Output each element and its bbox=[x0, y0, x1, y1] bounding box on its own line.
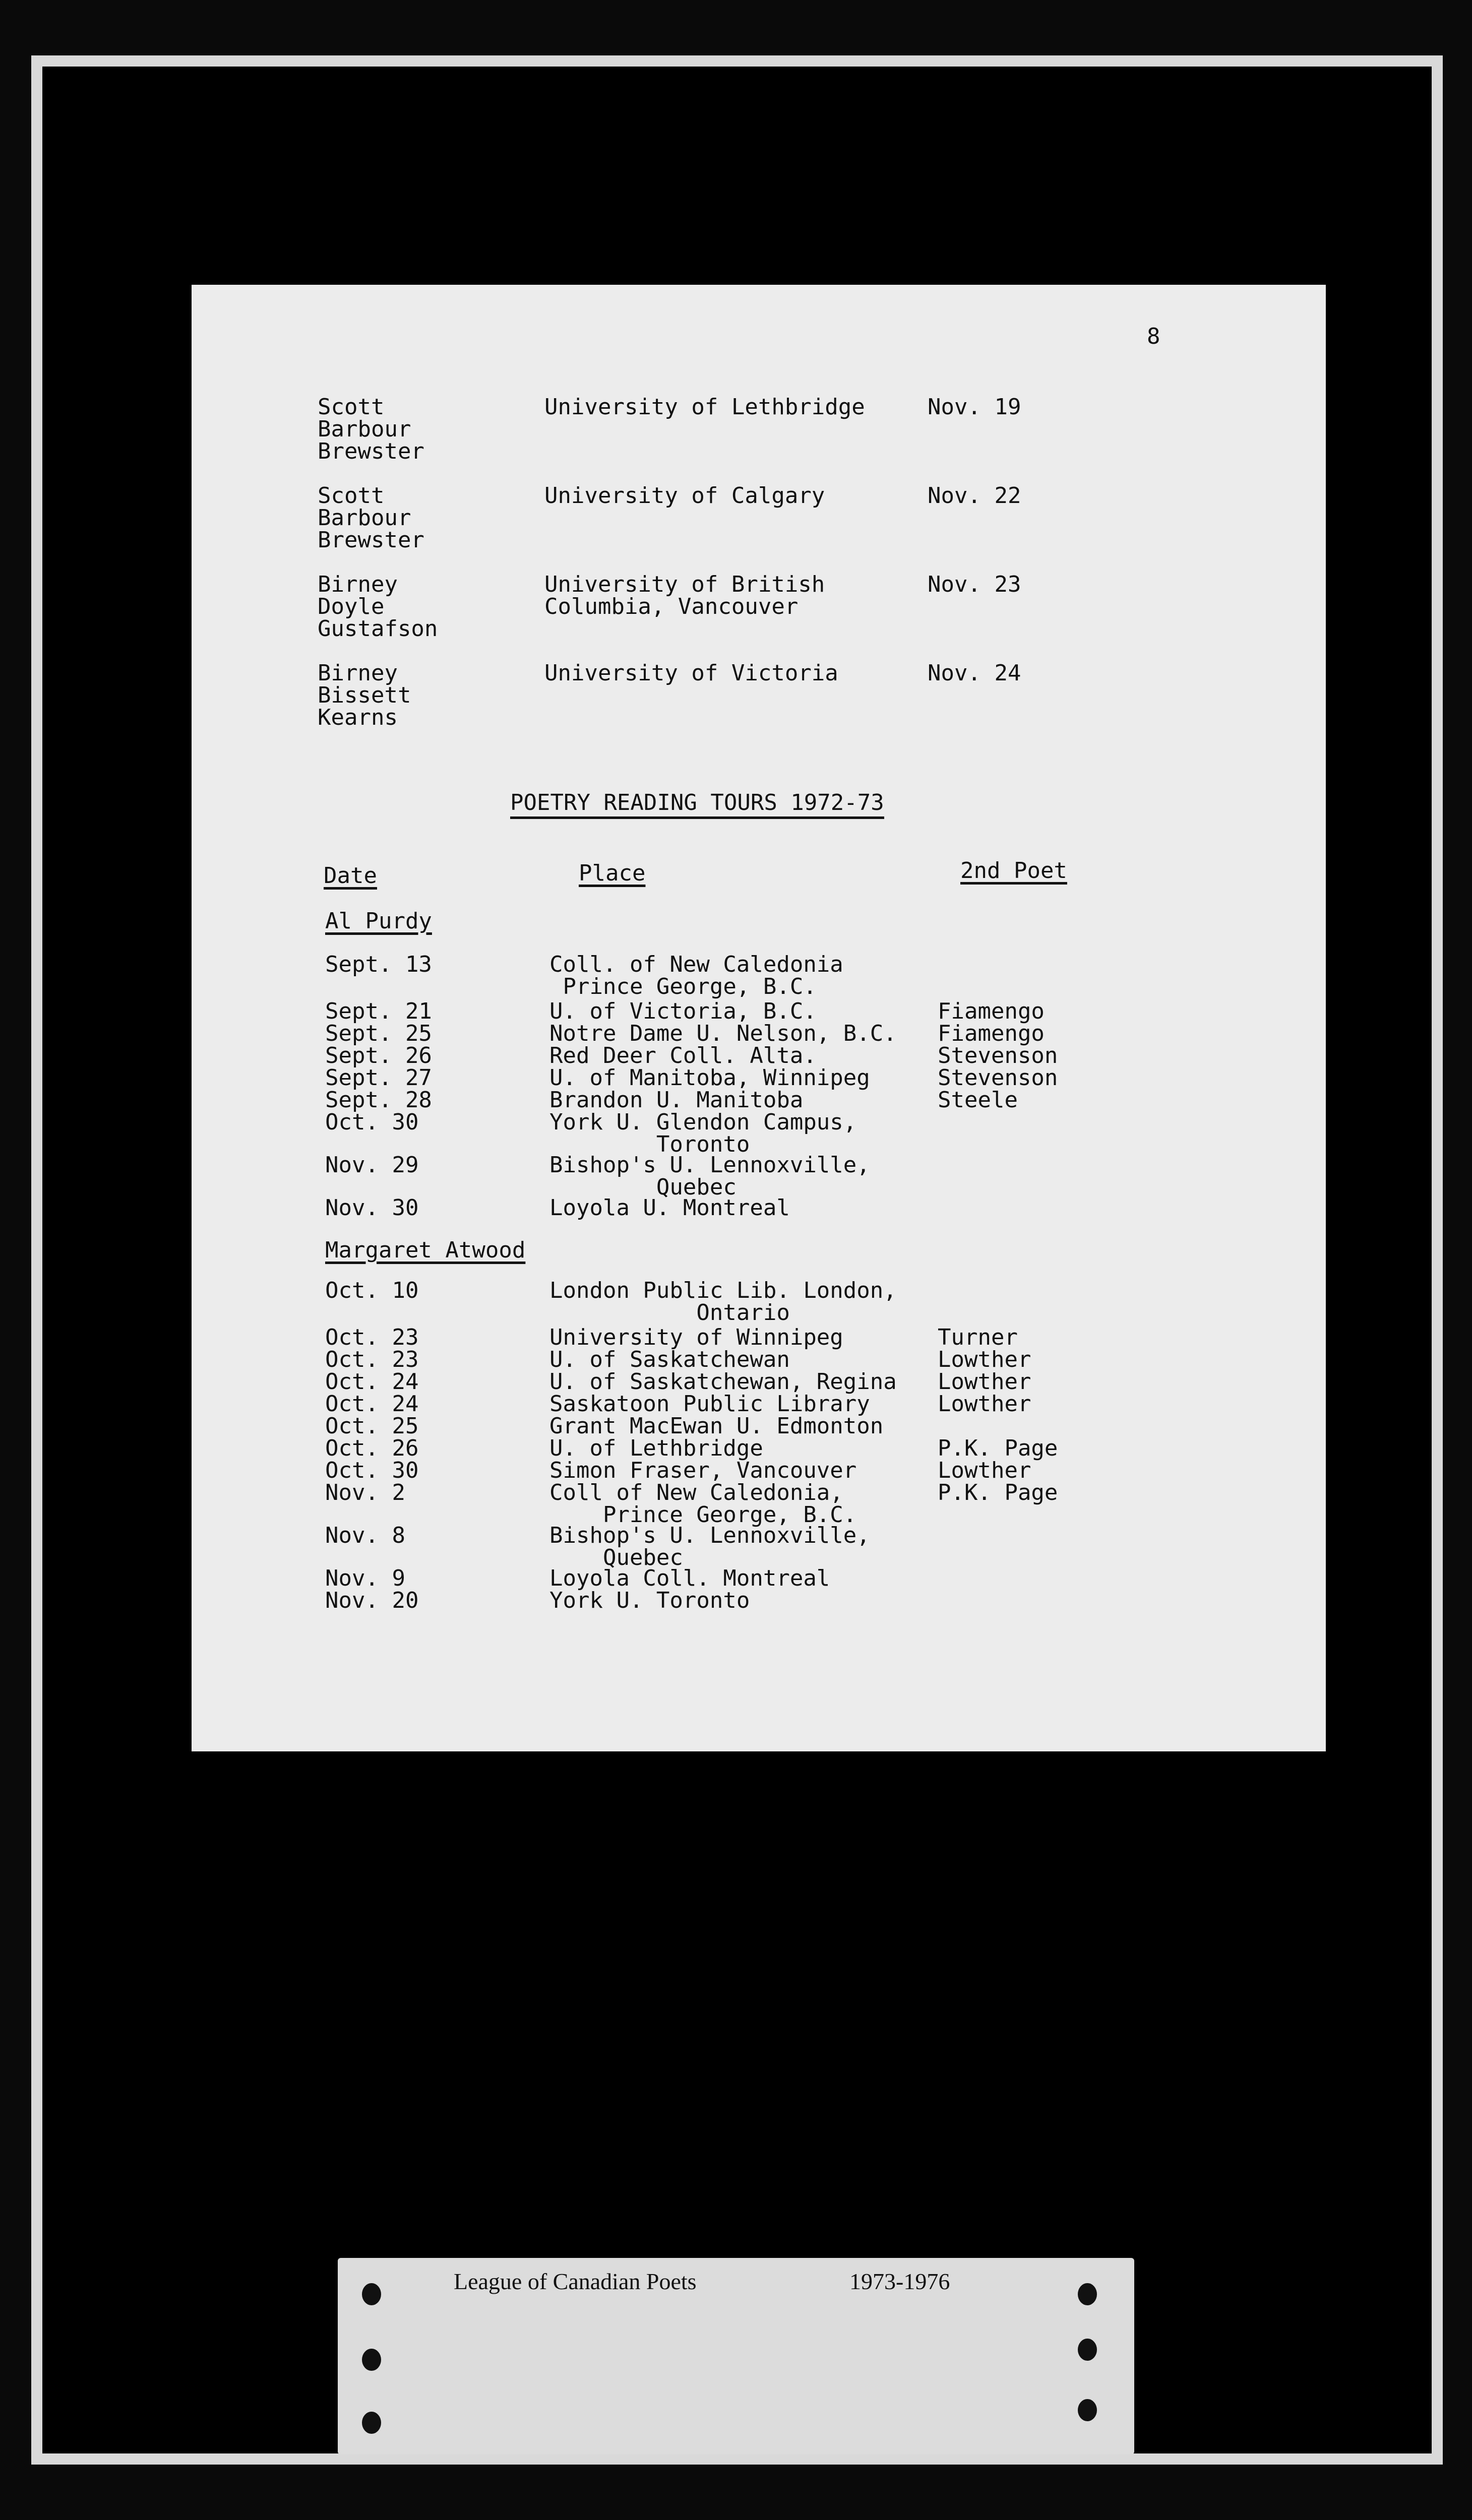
row-place: Saskatoon Public Library bbox=[549, 1391, 870, 1417]
row-second-poet: Turner bbox=[938, 1325, 1018, 1350]
row-second-poet: Lowther bbox=[938, 1391, 1031, 1417]
poet-name: Barbour bbox=[318, 416, 411, 442]
row-place: Bishop's U. Lennoxville, bbox=[549, 1152, 870, 1178]
row-date: Nov. 30 bbox=[325, 1195, 419, 1221]
row-date: Nov. 2 bbox=[325, 1480, 405, 1505]
row-second-poet: Lowther bbox=[938, 1458, 1031, 1483]
row-date: Sept. 13 bbox=[325, 952, 432, 977]
row-place: Loyola U. Montreal bbox=[549, 1195, 790, 1221]
poet-name: Scott bbox=[318, 483, 385, 509]
row-place: U. of Lethbridge bbox=[549, 1435, 763, 1461]
archive-label bbox=[338, 2258, 1134, 2454]
label-collection: League of Canadian Poets bbox=[454, 2269, 697, 2294]
row-place: Coll. of New Caledonia bbox=[549, 952, 843, 977]
row-date: Oct. 30 bbox=[325, 1458, 419, 1483]
poet-name: Doyle bbox=[318, 594, 385, 619]
row-place: Grant MacEwan U. Edmonton bbox=[549, 1413, 884, 1439]
poet-name: Kearns bbox=[318, 705, 398, 730]
poet-name: Birney bbox=[318, 660, 398, 686]
tour-date: Nov. 24 bbox=[928, 660, 1021, 686]
row-place: U. of Manitoba, Winnipeg bbox=[549, 1065, 870, 1091]
row-date: Oct. 30 bbox=[325, 1109, 419, 1135]
row-place: Coll of New Caledonia, bbox=[549, 1480, 843, 1505]
sprocket-hole bbox=[362, 2349, 381, 2371]
sprocket-hole bbox=[1078, 2399, 1097, 2421]
row-place: Quebec bbox=[549, 1545, 683, 1570]
row-date: Sept. 25 bbox=[325, 1021, 432, 1046]
row-place: Quebec bbox=[549, 1174, 737, 1200]
row-place: U. of Victoria, B.C. bbox=[549, 998, 817, 1024]
row-date: Oct. 26 bbox=[325, 1435, 419, 1461]
row-second-poet: P.K. Page bbox=[938, 1435, 1058, 1461]
row-date: Oct. 10 bbox=[325, 1278, 419, 1303]
row-place: Toronto bbox=[549, 1131, 750, 1157]
row-place: Brandon U. Manitoba bbox=[549, 1087, 804, 1113]
tour-date: Nov. 23 bbox=[928, 572, 1021, 597]
poet-name: Brewster bbox=[318, 438, 424, 464]
tour-place: University of Victoria bbox=[544, 660, 838, 686]
row-place: Red Deer Coll. Alta. bbox=[549, 1043, 817, 1068]
row-date: Nov. 8 bbox=[325, 1523, 405, 1548]
sprocket-hole bbox=[1078, 2283, 1097, 2305]
row-date: Oct. 25 bbox=[325, 1413, 419, 1439]
tour-place: University of British bbox=[544, 572, 825, 597]
row-second-poet: Fiamengo bbox=[938, 1021, 1045, 1046]
row-date: Sept. 28 bbox=[325, 1087, 432, 1113]
row-place: Notre Dame U. Nelson, B.C. bbox=[549, 1021, 897, 1046]
row-date: Sept. 21 bbox=[325, 998, 432, 1024]
page-number: 8 bbox=[1147, 324, 1160, 349]
label-years: 1973-1976 bbox=[849, 2269, 950, 2294]
row-place: U. of Saskatchewan bbox=[549, 1347, 790, 1372]
sprocket-hole bbox=[362, 2412, 381, 2434]
row-second-poet: P.K. Page bbox=[938, 1480, 1058, 1505]
row-second-poet: Fiamengo bbox=[938, 998, 1045, 1024]
row-place: Loyola Coll. Montreal bbox=[549, 1565, 830, 1591]
row-date: Nov. 9 bbox=[325, 1565, 405, 1591]
row-place: York U. Glendon Campus, bbox=[549, 1109, 857, 1135]
tour-date: Nov. 19 bbox=[928, 394, 1021, 420]
row-place: U. of Saskatchewan, Regina bbox=[549, 1369, 897, 1395]
tour-place: Columbia, Vancouver bbox=[544, 594, 799, 619]
row-date: Oct. 24 bbox=[325, 1369, 419, 1395]
poet-name: Scott bbox=[318, 394, 385, 420]
row-place: University of Winnipeg bbox=[549, 1325, 843, 1350]
poet-heading: Margaret Atwood bbox=[325, 1237, 526, 1263]
row-second-poet: Lowther bbox=[938, 1347, 1031, 1372]
sprocket-hole bbox=[362, 2283, 381, 2305]
tour-place: University of Lethbridge bbox=[544, 394, 865, 420]
row-date: Sept. 27 bbox=[325, 1065, 432, 1091]
row-place: Prince George, B.C. bbox=[549, 974, 817, 999]
row-second-poet: Stevenson bbox=[938, 1065, 1058, 1091]
row-place: London Public Lib. London, bbox=[549, 1278, 897, 1303]
header-second-poet: 2nd Poet bbox=[960, 858, 1067, 884]
document-page bbox=[192, 285, 1326, 1751]
row-place: Prince George, B.C. bbox=[549, 1502, 857, 1528]
row-place: Ontario bbox=[549, 1300, 790, 1326]
row-date: Oct. 23 bbox=[325, 1325, 419, 1350]
poet-heading: Al Purdy bbox=[325, 908, 432, 934]
poet-name: Bissett bbox=[318, 682, 411, 708]
poet-name: Gustafson bbox=[318, 616, 438, 642]
sprocket-hole bbox=[1078, 2339, 1097, 2361]
poet-name: Birney bbox=[318, 572, 398, 597]
row-place: Bishop's U. Lennoxville, bbox=[549, 1523, 870, 1548]
tour-place: University of Calgary bbox=[544, 483, 825, 509]
row-date: Nov. 20 bbox=[325, 1588, 419, 1613]
row-second-poet: Steele bbox=[938, 1087, 1018, 1113]
poet-name: Barbour bbox=[318, 505, 411, 531]
row-date: Nov. 29 bbox=[325, 1152, 419, 1178]
row-second-poet: Stevenson bbox=[938, 1043, 1058, 1068]
row-date: Oct. 23 bbox=[325, 1347, 419, 1372]
row-place: Simon Fraser, Vancouver bbox=[549, 1458, 857, 1483]
row-place: York U. Toronto bbox=[549, 1588, 750, 1613]
row-date: Oct. 24 bbox=[325, 1391, 419, 1417]
header-place: Place bbox=[579, 860, 646, 886]
poet-name: Brewster bbox=[318, 527, 424, 553]
section-title: POETRY READING TOURS 1972-73 bbox=[510, 791, 884, 819]
row-date: Sept. 26 bbox=[325, 1043, 432, 1068]
tour-date: Nov. 22 bbox=[928, 483, 1021, 509]
row-second-poet: Lowther bbox=[938, 1369, 1031, 1395]
header-date: Date bbox=[324, 863, 377, 889]
